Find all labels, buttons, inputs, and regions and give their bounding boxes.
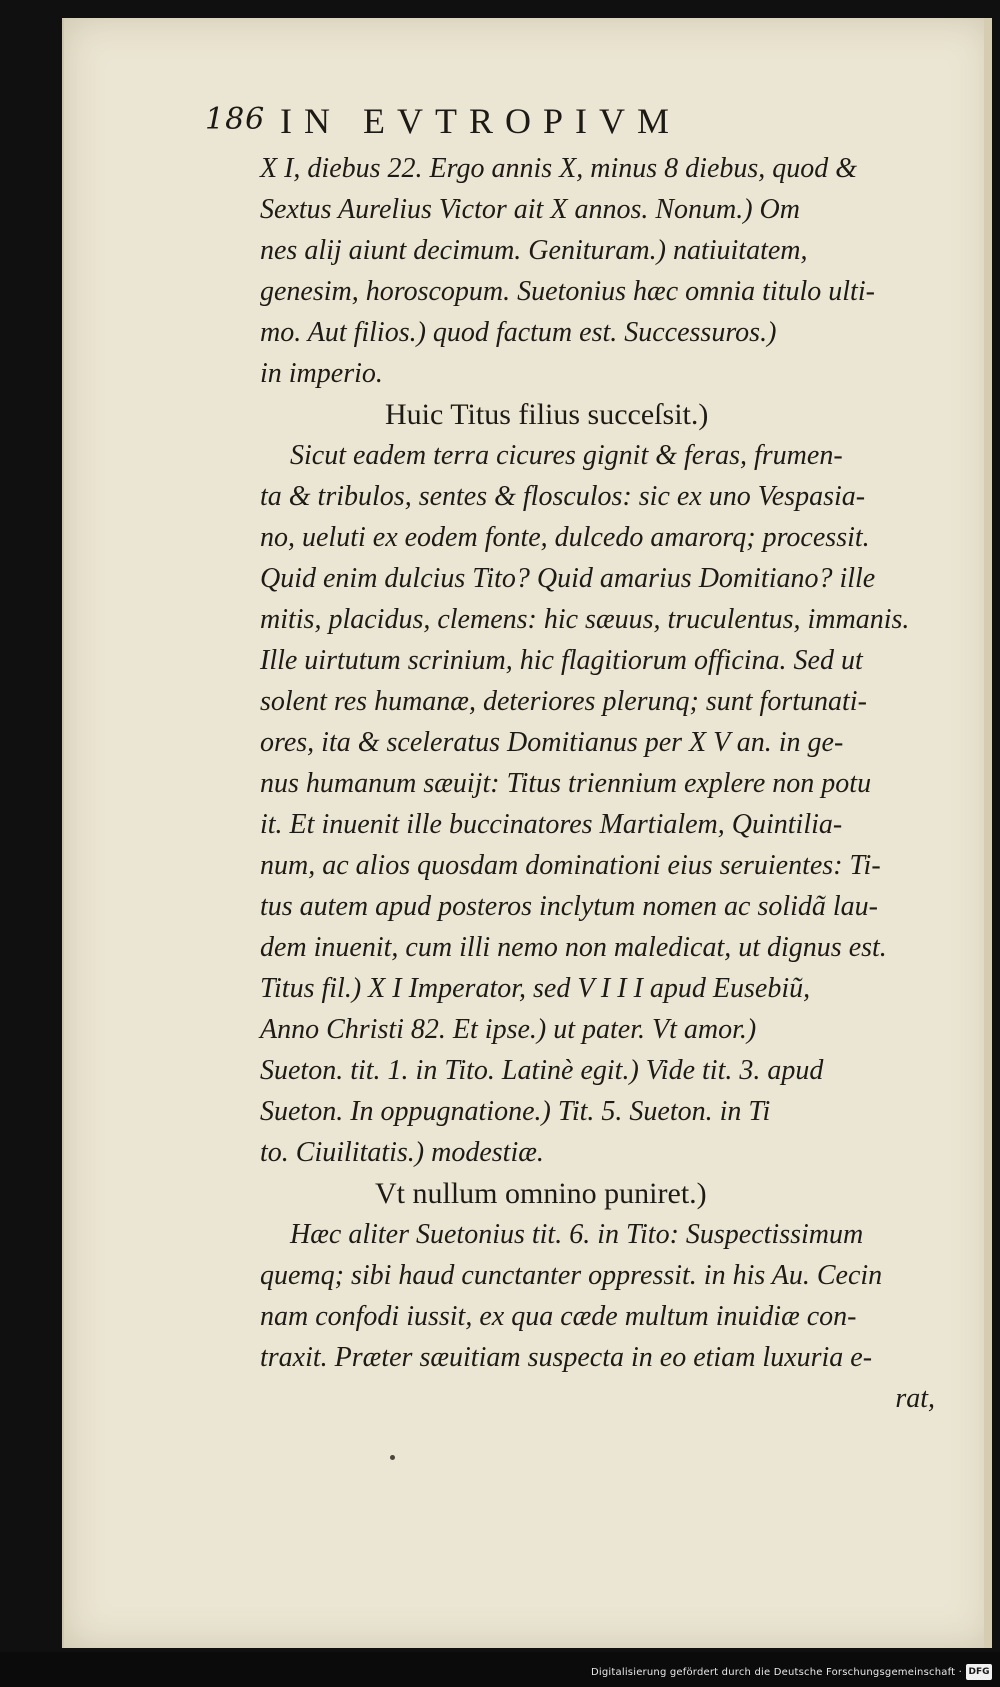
text-line: in imperio. bbox=[260, 358, 383, 389]
catchword: rat, bbox=[895, 1383, 935, 1414]
text-line: Sextus Aurelius Victor ait X annos. Nonum.) Om bbox=[260, 194, 800, 225]
text-line: no, ueluti ex eodem fonte, dulcedo amarorq; processit. bbox=[260, 522, 870, 553]
text-line: Sicut eadem terra cicures gignit & feras, frumen- bbox=[290, 440, 843, 471]
text-line: solent res humanæ, deteriores plerunq; sunt fortunati- bbox=[260, 686, 867, 717]
section-heading: Vt nullum omnino puniret.) bbox=[375, 1177, 707, 1210]
dfg-logo-icon: DFG bbox=[966, 1664, 992, 1680]
text-line: Hæc aliter Suetonius tit. 6. in Tito: Suspectissimum bbox=[290, 1219, 864, 1250]
text-line: Quid enim dulcius Tito? Quid amarius Domitiano? ille bbox=[260, 563, 876, 594]
text-line: dem inuenit, cum illi nemo non maledicat, ut dignus est. bbox=[260, 932, 887, 963]
text-line: Anno Christi 82. Et ipse.) ut pater. Vt amor.) bbox=[260, 1014, 757, 1045]
section-heading: Huic Titus filius succeſsit.) bbox=[385, 398, 709, 431]
running-title: IN EVTROPIVM bbox=[280, 101, 681, 141]
text-line: Sueton. In oppugnatione.) Tit. 5. Sueton. in Ti bbox=[260, 1096, 771, 1127]
text-line: traxit. Præter sæuitiam suspecta in eo etiam luxuria e- bbox=[260, 1342, 873, 1373]
text-line: X I, diebus 22. Ergo annis X, minus 8 diebus, quod & bbox=[260, 153, 858, 184]
text-line: Sueton. tit. 1. in Tito. Latinè egit.) Vide tit. 3. apud bbox=[260, 1055, 824, 1086]
ink-speck bbox=[390, 1455, 395, 1460]
text-line: ores, ita & sceleratus Domitianus per X V an. in ge- bbox=[260, 727, 844, 758]
text-line: tus autem apud posteros inclytum nomen ac solidã lau- bbox=[260, 891, 879, 922]
page-edge bbox=[984, 18, 992, 1648]
text-line: Titus fil.) X I Imperator, sed V I I I apud Eusebiũ, bbox=[260, 973, 811, 1004]
text-line: quemq; sibi haud cunctanter oppressit. in his Au. Cecin bbox=[260, 1260, 883, 1291]
text-line: mo. Aut filios.) quod factum est. Successuros.) bbox=[260, 317, 777, 348]
text-line: genesim, horoscopum. Suetonius hæc omnia titulo ulti- bbox=[260, 276, 875, 307]
text-line: mitis, placidus, clemens: hic sæuus, truculentus, immanis. bbox=[260, 604, 910, 635]
text-line: nam confodi iussit, ex qua cæde multum inuidiæ con- bbox=[260, 1301, 857, 1332]
text-line: it. Et inuenit ille buccinatores Martialem, Quintilia- bbox=[260, 809, 843, 840]
page-header bbox=[205, 100, 845, 150]
text-line: nes alij aiunt decimum. Genituram.) natiuitatem, bbox=[260, 235, 808, 266]
digitization-credit: Digitalisierung gefördert durch die Deutsche Forschungsgemeinschaft · bbox=[591, 1667, 962, 1678]
text-line: nus humanum sæuijt: Titus triennium explere non potu bbox=[260, 768, 872, 799]
body-text bbox=[260, 148, 955, 1419]
text-line: Ille uirtutum scrinium, hic flagitiorum officina. Sed ut bbox=[260, 645, 863, 676]
text-line: num, ac alios quosdam dominationi eius seruientes: Ti- bbox=[260, 850, 881, 881]
text-line: to. Ciuilitatis.) modestiæ. bbox=[260, 1137, 544, 1168]
text-line: ta & tribulos, sentes & flosculos: sic ex uno Vespasia- bbox=[260, 481, 866, 512]
page-number: 186 bbox=[205, 102, 266, 137]
